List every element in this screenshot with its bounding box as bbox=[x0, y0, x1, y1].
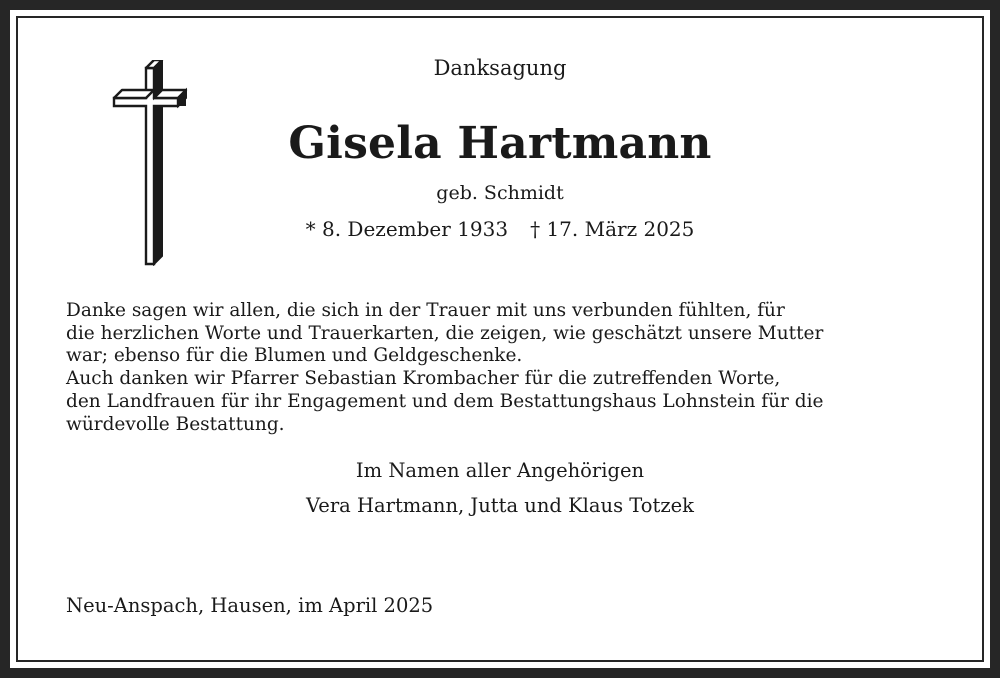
thanks-line: Auch danken wir Pfarrer Sebastian Krombacher für die zutreffenden Worte, bbox=[66, 368, 781, 390]
thanks-line: Danke sagen wir allen, die sich in der Trauer mit uns verbunden fühlten, für bbox=[66, 300, 785, 321]
thanks-line: würdevolle Bestattung. bbox=[66, 413, 285, 435]
closing-line: Im Namen aller Angehörigen bbox=[355, 459, 645, 482]
signers-line: Vera Hartmann, Jutta und Klaus Totzek bbox=[306, 494, 694, 517]
death-date: † 17. März 2025 bbox=[530, 217, 695, 241]
thanks-line: die herzlichen Worte und Trauerkarten, die zeigen, wie geschätzt unsere Mutter bbox=[66, 322, 824, 344]
notice-heading: Danksagung bbox=[433, 56, 567, 80]
thanks-text bbox=[66, 300, 946, 436]
thanks-line: den Landfrauen für ihr Engagement und dem Bestattungshaus Lohnstein für die bbox=[66, 390, 824, 412]
deceased-name: Gisela Hartmann bbox=[288, 118, 712, 169]
place-and-date: Neu-Anspach, Hausen, im April 2025 bbox=[66, 594, 434, 617]
birth-name: geb. Schmidt bbox=[436, 182, 564, 204]
life-dates bbox=[0, 217, 1000, 241]
birth-date: * 8. Dezember 1933 bbox=[305, 217, 509, 241]
thanks-line: war; ebenso für die Blumen und Geldgeschenke. bbox=[66, 345, 523, 367]
